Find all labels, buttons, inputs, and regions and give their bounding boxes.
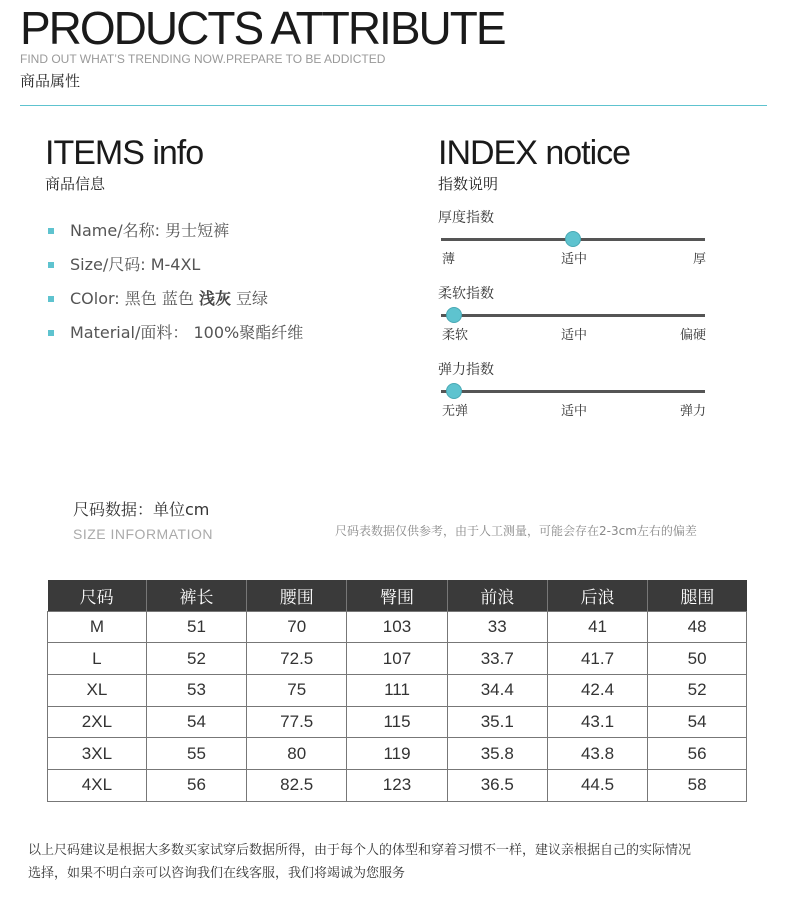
table-cell: 33 bbox=[447, 611, 547, 643]
page-subtitle: FIND OUT WHAT’S TRENDING NOW.PREPARE TO BE ADDICTED bbox=[20, 52, 386, 66]
table-cell: 54 bbox=[146, 706, 246, 738]
page-title: PRODUCTS ATTRIBUTE bbox=[20, 2, 505, 54]
scale-left: 无弹 bbox=[442, 404, 469, 419]
item-name-text: Name/名称: 男士短裤 bbox=[70, 221, 230, 240]
table-row bbox=[48, 706, 747, 738]
index-scale bbox=[438, 250, 706, 270]
scale-right: 弹力 bbox=[679, 404, 706, 419]
table-cell: 43.1 bbox=[547, 706, 647, 738]
softness-index bbox=[438, 284, 708, 346]
scale-left: 柔软 bbox=[442, 328, 469, 343]
table-cell: 123 bbox=[347, 769, 447, 801]
table-cell: 77.5 bbox=[247, 706, 347, 738]
bullet-icon bbox=[48, 262, 54, 268]
table-header-cell: 后浪 bbox=[547, 580, 647, 611]
size-info-heading bbox=[73, 497, 213, 542]
items-list bbox=[45, 214, 303, 350]
table-cell: 35.1 bbox=[447, 706, 547, 738]
table-cell: 70 bbox=[247, 611, 347, 643]
footer-line-1: 以上尺码建议是根据大多数买家试穿后数据所得，由于每个人的体型和穿着习惯不一样，建议亲根据自己的实际情况 bbox=[28, 843, 692, 858]
item-size bbox=[45, 248, 303, 282]
table-cell: 36.5 bbox=[447, 769, 547, 801]
table-cell: 43.8 bbox=[547, 738, 647, 770]
table-cell: 44.5 bbox=[547, 769, 647, 801]
table-cell: 3XL bbox=[48, 738, 147, 770]
table-cell: 72.5 bbox=[247, 643, 347, 675]
index-track bbox=[441, 304, 705, 326]
table-cell: 51 bbox=[146, 611, 246, 643]
items-title: ITEMS info bbox=[45, 134, 204, 172]
table-cell: 35.8 bbox=[447, 738, 547, 770]
table-cell: 56 bbox=[648, 738, 747, 770]
table-header-cell: 尺码 bbox=[48, 580, 147, 611]
bullet-icon bbox=[48, 330, 54, 336]
scale-mid: 适中 bbox=[560, 404, 587, 419]
table-cell: 119 bbox=[347, 738, 447, 770]
table-cell: 58 bbox=[648, 769, 747, 801]
item-color-bold: 浅灰 bbox=[198, 289, 231, 308]
scale-right: 偏硬 bbox=[679, 328, 706, 343]
items-info-section bbox=[45, 133, 303, 350]
item-color-suffix: 豆绿 bbox=[230, 289, 269, 308]
table-cell: 53 bbox=[146, 674, 246, 706]
table-cell: 48 bbox=[648, 611, 747, 643]
index-label: 弹力指数 bbox=[438, 362, 494, 378]
index-title-cn: 指数说明 bbox=[438, 175, 499, 193]
table-header-cell: 臀围 bbox=[347, 580, 447, 611]
size-title-cn: 尺码数据：单位cm bbox=[73, 500, 210, 519]
table-cell: M bbox=[48, 611, 147, 643]
track-line bbox=[441, 390, 705, 393]
page-title-cn: 商品属性 bbox=[20, 72, 81, 90]
table-header-cell: 腰围 bbox=[247, 580, 347, 611]
header-divider bbox=[20, 105, 767, 106]
item-material-text: Material/面料： 100%聚酯纤维 bbox=[70, 323, 304, 342]
items-title-cn: 商品信息 bbox=[45, 175, 106, 193]
index-knob bbox=[446, 383, 462, 399]
table-header-cell: 腿围 bbox=[648, 580, 747, 611]
index-track bbox=[441, 228, 705, 250]
table-cell: 52 bbox=[648, 674, 747, 706]
scale-mid: 适中 bbox=[560, 328, 587, 343]
page-header bbox=[20, 0, 505, 91]
table-cell: 52 bbox=[146, 643, 246, 675]
item-size-text: Size/尺码: M-4XL bbox=[70, 255, 201, 274]
table-row bbox=[48, 643, 747, 675]
index-knob bbox=[565, 231, 581, 247]
table-cell: XL bbox=[48, 674, 147, 706]
table-cell: 82.5 bbox=[247, 769, 347, 801]
footer-note bbox=[28, 839, 691, 885]
table-header-cell: 裤长 bbox=[146, 580, 246, 611]
table-cell: 111 bbox=[347, 674, 447, 706]
table-cell: 34.4 bbox=[447, 674, 547, 706]
scale-left: 薄 bbox=[442, 252, 456, 267]
size-note: 尺码表数据仅供参考，由于人工测量，可能会存在2-3cm左右的偏差 bbox=[335, 524, 697, 538]
table-cell: 54 bbox=[648, 706, 747, 738]
item-color bbox=[45, 282, 303, 316]
table-cell: 41.7 bbox=[547, 643, 647, 675]
table-cell: 42.4 bbox=[547, 674, 647, 706]
scale-mid: 适中 bbox=[560, 252, 587, 267]
thickness-index bbox=[438, 208, 708, 270]
index-label: 厚度指数 bbox=[438, 210, 494, 226]
table-cell: 107 bbox=[347, 643, 447, 675]
size-title-en: SIZE INFORMATION bbox=[73, 526, 213, 542]
table-cell: 50 bbox=[648, 643, 747, 675]
table-cell: L bbox=[48, 643, 147, 675]
bullet-icon bbox=[48, 296, 54, 302]
table-body bbox=[48, 611, 747, 801]
table-cell: 2XL bbox=[48, 706, 147, 738]
table-header-row bbox=[48, 580, 747, 611]
table-cell: 4XL bbox=[48, 769, 147, 801]
index-scale bbox=[438, 402, 706, 422]
track-line bbox=[441, 314, 705, 317]
table-cell: 33.7 bbox=[447, 643, 547, 675]
table-cell: 115 bbox=[347, 706, 447, 738]
table-row bbox=[48, 674, 747, 706]
table-row bbox=[48, 769, 747, 801]
table-cell: 75 bbox=[247, 674, 347, 706]
table-cell: 80 bbox=[247, 738, 347, 770]
elasticity-index bbox=[438, 360, 708, 422]
index-knob bbox=[446, 307, 462, 323]
item-material bbox=[45, 316, 303, 350]
table-cell: 56 bbox=[146, 769, 246, 801]
index-notice-section bbox=[438, 133, 708, 422]
index-label: 柔软指数 bbox=[438, 286, 494, 302]
footer-line-2: 选择，如果不明白亲可以咨询我们在线客服，我们将竭诚为您服务 bbox=[28, 866, 406, 881]
item-name bbox=[45, 214, 303, 248]
table-cell: 55 bbox=[146, 738, 246, 770]
table-header-cell: 前浪 bbox=[447, 580, 547, 611]
table-cell: 41 bbox=[547, 611, 647, 643]
index-scale bbox=[438, 326, 706, 346]
index-track bbox=[441, 380, 705, 402]
size-table bbox=[47, 580, 747, 802]
scale-right: 厚 bbox=[692, 252, 706, 267]
table-row bbox=[48, 611, 747, 643]
table-row bbox=[48, 738, 747, 770]
bullet-icon bbox=[48, 228, 54, 234]
table-cell: 103 bbox=[347, 611, 447, 643]
index-title: INDEX notice bbox=[438, 134, 631, 172]
item-color-prefix: COlor: 黑色 蓝色 bbox=[70, 289, 199, 308]
